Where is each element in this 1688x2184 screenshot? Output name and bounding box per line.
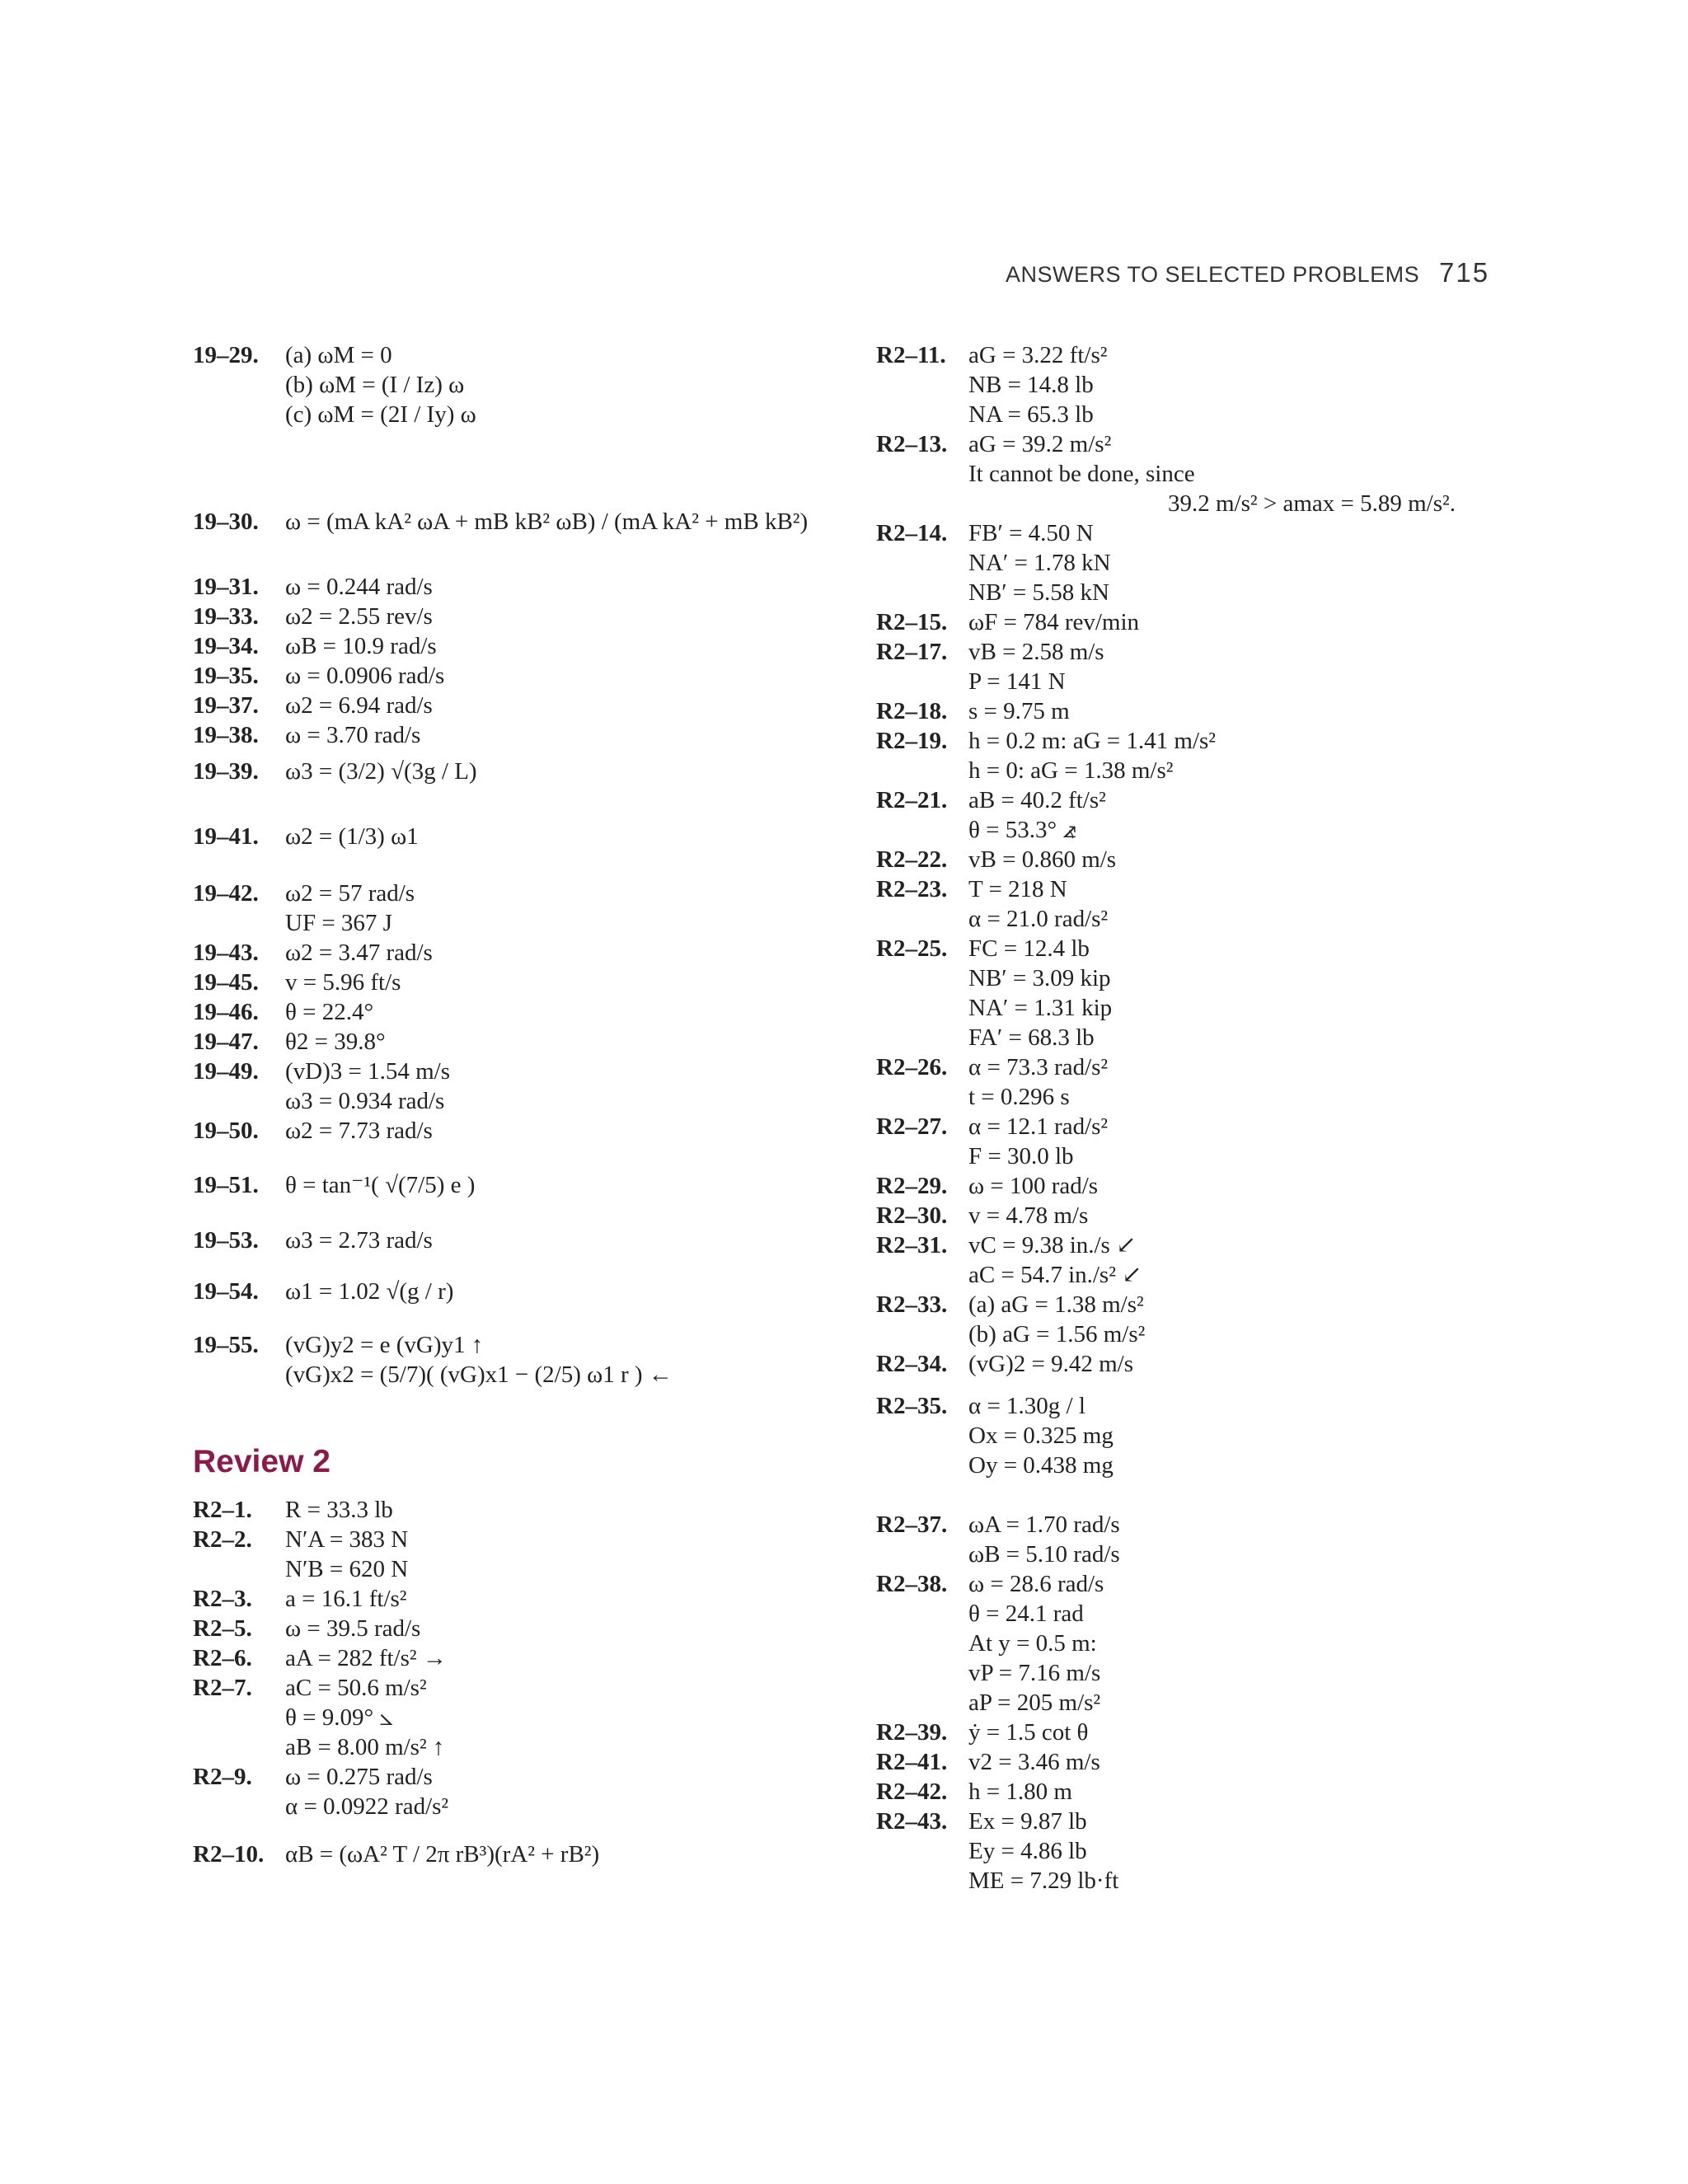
problem-number: 19–46. bbox=[193, 999, 259, 1025]
answer-lines bbox=[285, 720, 420, 750]
answer-line: ω = 0.244 rad/s bbox=[285, 574, 433, 600]
problem-number: 19–54. bbox=[193, 1278, 259, 1305]
problem-number: R2–43. bbox=[876, 1808, 948, 1835]
problem-number: R2–17. bbox=[876, 639, 948, 665]
problem-number: R2–21. bbox=[876, 787, 948, 813]
answer-line: ω3 = (3/2) √(3g / L) bbox=[285, 758, 477, 785]
answer-lines bbox=[968, 340, 1107, 429]
answer-lines bbox=[285, 997, 373, 1027]
answer-line: ωB = 10.9 rad/s bbox=[285, 633, 437, 659]
answer-line: vP = 7.16 m/s bbox=[968, 1660, 1101, 1686]
problem-number: 19–47. bbox=[193, 1029, 259, 1055]
answer-lines bbox=[285, 1226, 433, 1255]
answer-line: ωA = 1.70 rad/s bbox=[968, 1511, 1120, 1538]
answer-line: ωB = 5.10 rad/s bbox=[968, 1541, 1120, 1568]
problem-number: 19–29. bbox=[193, 342, 259, 368]
answer-line: ω2 = 3.47 rad/s bbox=[285, 940, 433, 966]
answer-line: ME = 7.29 lb·ft bbox=[968, 1868, 1119, 1894]
problem-number: R2–26. bbox=[876, 1054, 948, 1080]
answer-lines bbox=[285, 1762, 448, 1821]
answer-line: α = 12.1 rad/s² bbox=[968, 1113, 1109, 1140]
problem-number: 19–35. bbox=[193, 663, 259, 689]
answer-lines bbox=[968, 1391, 1114, 1480]
answer-lines bbox=[968, 785, 1106, 845]
answer-line: a = 16.1 ft/s² bbox=[285, 1586, 407, 1612]
answer-lines bbox=[968, 1747, 1100, 1777]
answer-lines bbox=[285, 602, 433, 631]
answer-line: α = 73.3 rad/s² bbox=[968, 1054, 1109, 1080]
answer-lines bbox=[285, 1057, 450, 1116]
problem-number: R2–31. bbox=[876, 1232, 948, 1258]
problem-number: 19–53. bbox=[193, 1227, 259, 1254]
problem-number: R2–25. bbox=[876, 935, 948, 962]
section-title: Review 2 bbox=[193, 1444, 331, 1479]
answer-line: θ2 = 39.8° bbox=[285, 1029, 386, 1055]
answer-line: R = 33.3 lb bbox=[285, 1497, 393, 1523]
answer-line: θ = 53.3° ⦨ bbox=[968, 817, 1076, 843]
problem-number: 19–42. bbox=[193, 880, 259, 907]
answer-line: θ = 24.1 rad bbox=[968, 1601, 1084, 1627]
answer-line: ω1 = 1.02 √(g / r) bbox=[285, 1278, 454, 1305]
answer-line: (vG)2 = 9.42 m/s bbox=[968, 1351, 1134, 1377]
problem-number: R2–18. bbox=[876, 698, 948, 724]
answer-lines bbox=[285, 691, 433, 720]
page-number: 715 bbox=[1439, 257, 1490, 288]
problem-number: 19–43. bbox=[193, 940, 259, 966]
answer-lines bbox=[968, 1349, 1133, 1379]
answer-line: ω2 = 57 rad/s bbox=[285, 880, 415, 907]
answer-line: (vG)x2 = (5/7)( (vG)x1 − (2/5) ω1 r ) ← bbox=[285, 1361, 673, 1388]
answer-lines bbox=[285, 1584, 406, 1614]
answer-line: F = 30.0 lb bbox=[968, 1143, 1074, 1169]
answer-lines bbox=[968, 726, 1216, 785]
answer-line: NB = 14.8 lb bbox=[968, 372, 1094, 398]
answer-lines bbox=[285, 1027, 386, 1057]
answer-line: aG = 39.2 m/s² bbox=[968, 431, 1112, 457]
answer-lines bbox=[285, 507, 808, 537]
problem-number: 19–51. bbox=[193, 1172, 259, 1198]
answer-line: T = 218 N bbox=[968, 876, 1067, 902]
problem-number: R2–2. bbox=[193, 1526, 252, 1553]
answer-line: FB′ = 4.50 N bbox=[968, 520, 1094, 546]
answer-lines bbox=[968, 845, 1116, 874]
answer-line: ω = 28.6 rad/s bbox=[968, 1571, 1104, 1597]
answer-lines bbox=[968, 874, 1108, 934]
answer-line: ω = 0.0906 rad/s bbox=[285, 663, 445, 689]
answer-lines bbox=[285, 1840, 599, 1869]
answer-line: α = 1.30g / l bbox=[968, 1393, 1085, 1419]
answer-line: h = 0: aG = 1.38 m/s² bbox=[968, 757, 1174, 784]
answer-lines bbox=[285, 879, 415, 938]
answer-lines bbox=[285, 1673, 444, 1762]
answer-line: vB = 0.860 m/s bbox=[968, 846, 1117, 873]
problem-number: 19–31. bbox=[193, 574, 259, 600]
answer-lines bbox=[285, 757, 477, 786]
answer-line: α = 21.0 rad/s² bbox=[968, 906, 1109, 932]
answer-lines bbox=[285, 1643, 447, 1673]
problem-number: R2–3. bbox=[193, 1586, 252, 1612]
answer-line: ẏ = 1.5 cot θ bbox=[968, 1719, 1089, 1746]
answer-line: FA′ = 68.3 lb bbox=[968, 1024, 1095, 1051]
answer-lines bbox=[285, 822, 419, 851]
answer-line: (c) ωM = (2I / Iy) ω bbox=[285, 401, 476, 428]
answer-line: s = 9.75 m bbox=[968, 698, 1070, 724]
answer-line: ω2 = 2.55 rev/s bbox=[285, 603, 433, 630]
answer-line: NA′ = 1.31 kip bbox=[968, 995, 1113, 1021]
answer-line: NA = 65.3 lb bbox=[968, 401, 1094, 428]
answer-lines bbox=[968, 429, 1456, 518]
answer-line: ω2 = (1/3) ω1 bbox=[285, 823, 419, 850]
answer-line: (b) aG = 1.56 m/s² bbox=[968, 1321, 1146, 1347]
answer-line: P = 141 N bbox=[968, 668, 1066, 695]
answer-line: αB = (ωA² T / 2π rB³)(rA² + rB²) bbox=[285, 1841, 600, 1868]
answer-lines bbox=[285, 1525, 408, 1584]
answer-lines bbox=[968, 1718, 1088, 1747]
problem-number: R2–13. bbox=[876, 431, 948, 457]
answer-line: h = 1.80 m bbox=[968, 1779, 1072, 1805]
answer-line: It cannot be done, since bbox=[968, 461, 1195, 487]
answer-lines bbox=[285, 1116, 433, 1146]
answer-lines bbox=[285, 1614, 420, 1643]
answer-lines bbox=[285, 631, 437, 661]
answer-line: UF = 367 J bbox=[285, 910, 392, 936]
answer-lines bbox=[285, 340, 476, 429]
answer-line: ω3 = 2.73 rad/s bbox=[285, 1227, 433, 1254]
answer-lines bbox=[285, 572, 433, 602]
problem-number: R2–33. bbox=[876, 1291, 948, 1318]
answer-line: ω2 = 7.73 rad/s bbox=[285, 1118, 433, 1144]
answer-line: aB = 8.00 m/s² ↑ bbox=[285, 1734, 445, 1760]
problem-number: R2–39. bbox=[876, 1719, 948, 1746]
problem-number: R2–19. bbox=[876, 728, 948, 754]
problem-number: 19–39. bbox=[193, 758, 259, 785]
answer-lines bbox=[968, 1569, 1104, 1718]
answer-line: aA = 282 ft/s² → bbox=[285, 1645, 447, 1671]
problem-number: R2–27. bbox=[876, 1113, 948, 1140]
problem-number: 19–34. bbox=[193, 633, 259, 659]
answer-lines bbox=[285, 1495, 393, 1525]
problem-number: R2–1. bbox=[193, 1497, 252, 1523]
answer-line: aC = 54.7 in./s² ↙ bbox=[968, 1262, 1142, 1288]
answer-line: NA′ = 1.78 kN bbox=[968, 550, 1111, 576]
answer-lines bbox=[968, 696, 1070, 726]
problem-number: 19–49. bbox=[193, 1058, 259, 1085]
answer-lines bbox=[968, 1052, 1108, 1112]
answer-line: θ = tan⁻¹( √(7/5) e ) bbox=[285, 1172, 476, 1198]
problem-number: 19–38. bbox=[193, 722, 259, 748]
answer-line: ω3 = 0.934 rad/s bbox=[285, 1088, 445, 1114]
answer-lines bbox=[968, 1201, 1088, 1230]
answer-line: α = 0.0922 rad/s² bbox=[285, 1793, 449, 1820]
problem-number: R2–7. bbox=[193, 1675, 252, 1701]
answer-lines bbox=[968, 1230, 1142, 1290]
answer-line: Ex = 9.87 lb bbox=[968, 1808, 1087, 1835]
problem-number: R2–41. bbox=[876, 1749, 948, 1775]
answer-lines bbox=[968, 607, 1139, 637]
problem-number: R2–30. bbox=[876, 1202, 948, 1229]
answer-line: N′B = 620 N bbox=[285, 1556, 409, 1582]
answer-line: ω = 3.70 rad/s bbox=[285, 722, 421, 748]
problem-number: R2–37. bbox=[876, 1511, 948, 1538]
problem-number: 19–41. bbox=[193, 823, 259, 850]
problem-number: R2–22. bbox=[876, 846, 948, 873]
answer-line: ω = 39.5 rad/s bbox=[285, 1615, 421, 1642]
answer-line: Ey = 4.86 lb bbox=[968, 1838, 1087, 1864]
answer-lines bbox=[968, 1112, 1108, 1171]
problem-number: R2–9. bbox=[193, 1764, 252, 1790]
answer-line: N′A = 383 N bbox=[285, 1526, 409, 1553]
answer-line: (vG)y2 = e (vG)y1 ↑ bbox=[285, 1332, 484, 1358]
problem-number: R2–6. bbox=[193, 1645, 252, 1671]
answer-line: NB′ = 5.58 kN bbox=[968, 579, 1109, 606]
problem-number: R2–15. bbox=[876, 609, 948, 635]
answer-line: vB = 2.58 m/s bbox=[968, 639, 1104, 665]
problem-number: 19–55. bbox=[193, 1332, 259, 1358]
answer-line: At y = 0.5 m: bbox=[968, 1630, 1097, 1657]
answer-lines bbox=[968, 518, 1111, 607]
answer-line: NB′ = 3.09 kip bbox=[968, 965, 1111, 991]
answer-line: ωF = 784 rev/min bbox=[968, 609, 1140, 635]
problem-number: R2–29. bbox=[876, 1173, 948, 1199]
answer-line: Oy = 0.438 mg bbox=[968, 1452, 1114, 1479]
answer-line: aC = 50.6 m/s² bbox=[285, 1675, 427, 1701]
problem-number: R2–38. bbox=[876, 1571, 948, 1597]
problem-number: R2–10. bbox=[193, 1841, 265, 1868]
answer-lines bbox=[285, 938, 433, 968]
answer-lines bbox=[285, 968, 401, 997]
answer-line: 39.2 m/s² > amax = 5.89 m/s². bbox=[1168, 490, 1456, 517]
answer-line: FC = 12.4 lb bbox=[968, 935, 1090, 962]
answer-lines bbox=[968, 1510, 1120, 1569]
answer-line: ω2 = 6.94 rad/s bbox=[285, 692, 433, 719]
answer-lines bbox=[285, 1330, 673, 1390]
problem-number: 19–30. bbox=[193, 509, 259, 535]
answer-lines bbox=[968, 1171, 1098, 1201]
answer-lines bbox=[285, 1277, 453, 1306]
answer-line: vC = 9.38 in./s ↙ bbox=[968, 1232, 1137, 1258]
answer-line: aP = 205 m/s² bbox=[968, 1690, 1101, 1716]
problem-number: R2–5. bbox=[193, 1615, 252, 1642]
problem-number: R2–11. bbox=[876, 342, 946, 368]
answer-line: Ox = 0.325 mg bbox=[968, 1422, 1114, 1449]
answer-lines bbox=[968, 1777, 1072, 1807]
answer-lines bbox=[968, 934, 1112, 1052]
answer-line: ω = 100 rad/s bbox=[968, 1173, 1099, 1199]
problem-number: 19–37. bbox=[193, 692, 259, 719]
problem-number: 19–33. bbox=[193, 603, 259, 630]
answer-line: (a) aG = 1.38 m/s² bbox=[968, 1291, 1144, 1318]
answer-line: v = 5.96 ft/s bbox=[285, 969, 401, 996]
answer-line: ω = 0.275 rad/s bbox=[285, 1764, 433, 1790]
problem-number: R2–42. bbox=[876, 1779, 948, 1805]
answer-line: (a) ωM = 0 bbox=[285, 342, 392, 368]
answer-lines bbox=[968, 1807, 1118, 1896]
problem-number: R2–23. bbox=[876, 876, 948, 902]
answer-line: h = 0.2 m: aG = 1.41 m/s² bbox=[968, 728, 1216, 754]
problem-number: 19–45. bbox=[193, 969, 259, 996]
answer-line: θ = 9.09° ⦣ bbox=[285, 1704, 394, 1731]
problem-number: R2–14. bbox=[876, 520, 948, 546]
problem-number: R2–34. bbox=[876, 1351, 948, 1377]
running-title: ANSWERS TO SELECTED PROBLEMS bbox=[1006, 262, 1420, 287]
problem-number: R2–35. bbox=[876, 1393, 948, 1419]
answer-line: (vD)3 = 1.54 m/s bbox=[285, 1058, 451, 1085]
problem-number: 19–50. bbox=[193, 1118, 259, 1144]
answer-line: v2 = 3.46 m/s bbox=[968, 1749, 1100, 1775]
answer-lines bbox=[285, 661, 444, 691]
answer-lines bbox=[968, 1290, 1145, 1349]
answer-line: v = 4.78 m/s bbox=[968, 1202, 1089, 1229]
answer-line: t = 0.296 s bbox=[968, 1084, 1070, 1110]
answer-line: (b) ωM = (I / Iz) ω bbox=[285, 372, 465, 398]
answer-line: θ = 22.4° bbox=[285, 999, 374, 1025]
answer-line: aG = 3.22 ft/s² bbox=[968, 342, 1108, 368]
answer-line: aB = 40.2 ft/s² bbox=[968, 787, 1106, 813]
answer-lines bbox=[285, 1170, 475, 1200]
answer-line: ω = (mA kA² ωA + mB kB² ωB) / (mA kA² + mB kB²) bbox=[285, 509, 809, 535]
answer-lines bbox=[968, 637, 1104, 696]
